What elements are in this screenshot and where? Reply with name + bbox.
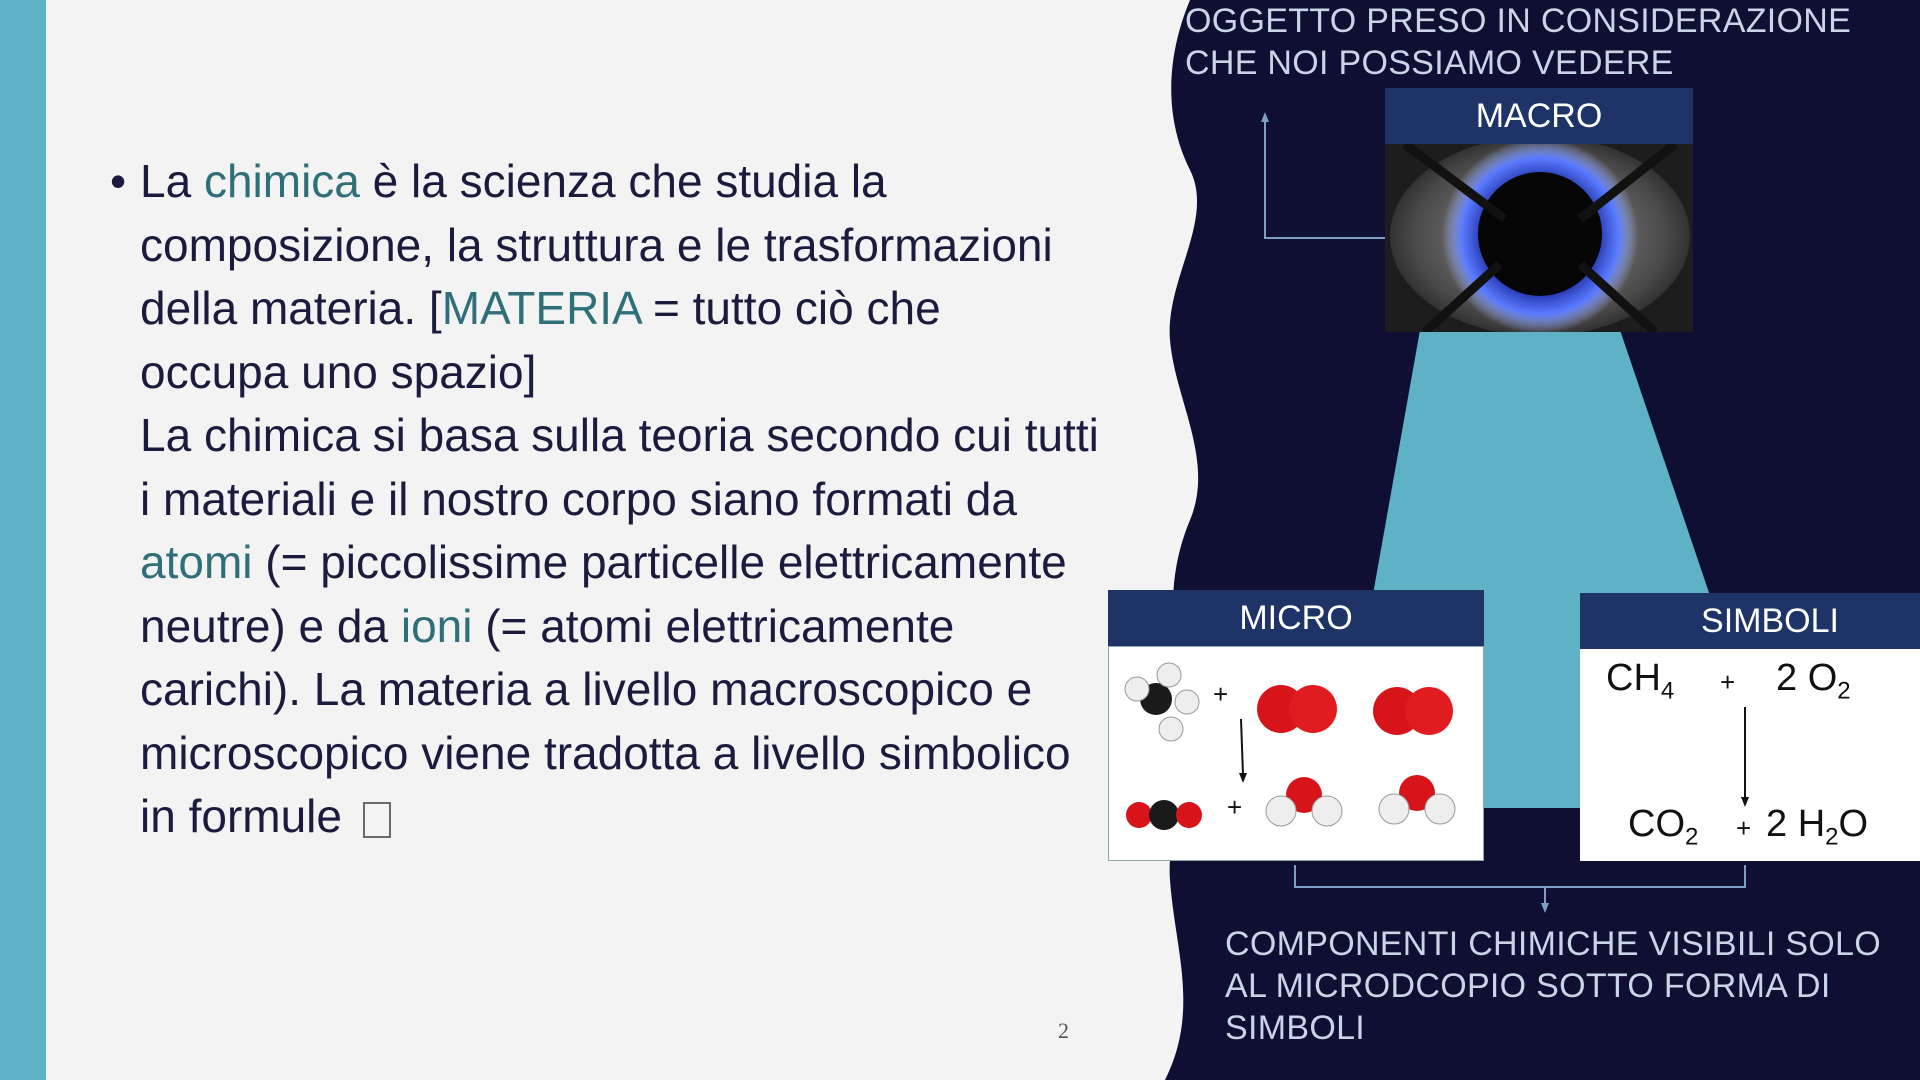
formula-text: 2 O — [1776, 657, 1838, 699]
formula-subscript: 4 — [1660, 677, 1675, 705]
caption-line: SIMBOLI — [1225, 1009, 1366, 1047]
highlight-materia: MATERIA — [441, 282, 641, 334]
highlight-chimica: chimica — [203, 155, 360, 207]
caption-line: AL MICRODCOPIO SOTTO FORMA DI — [1225, 967, 1831, 1005]
paragraph-atomic-theory — [140, 404, 1100, 849]
text-run: La chimica si basa sulla teoria secondo cui tutti i materiali e il nostro corpo siano formati da — [140, 409, 1099, 525]
formula-subscript: 2 — [1837, 677, 1851, 705]
caption-line: CHE NOI POSSIAMO VEDERE — [1185, 44, 1674, 82]
bullet-marker: • — [110, 155, 127, 207]
formula-water — [1766, 803, 1868, 852]
page-number: 2 — [1058, 1018, 1069, 1043]
simboli-header: SIMBOLI — [1580, 593, 1920, 649]
text-run: = tutto ciò che occupa uno spazio] — [140, 282, 941, 398]
formula-text: O — [1838, 803, 1869, 845]
formula-methane — [1606, 657, 1674, 706]
micro-header: MICRO — [1108, 590, 1484, 646]
caption-line: OGGETTO PRESO IN CONSIDERAZIONE — [1185, 2, 1852, 40]
formula-text: 2 H — [1766, 803, 1826, 845]
plus-sign: + — [1227, 792, 1243, 822]
plus-sign: + — [1736, 813, 1752, 843]
paragraph-definition — [140, 150, 1100, 404]
missing-glyph-box — [363, 802, 391, 838]
formula-text: CO — [1628, 803, 1685, 845]
micro-molecules-panel — [1108, 646, 1484, 861]
highlight-ioni: ioni — [400, 599, 473, 652]
formula-oxygen — [1776, 657, 1851, 706]
top-caption — [1185, 0, 1851, 84]
text-run: (= atomi elettricamente carichi). La materia a livello macroscopico e microscopico viene tradotta a livello simbolico in formule — [140, 599, 1071, 842]
bottom-caption — [1225, 923, 1881, 1049]
text-run: La — [140, 155, 204, 207]
slide-body-text — [110, 150, 1100, 849]
formula-carbon-dioxide — [1628, 803, 1698, 852]
text-run: (= piccolissime particelle elettricamente neutre) e da — [140, 536, 1067, 652]
plus-sign: + — [1213, 679, 1229, 709]
formula-subscript: 2 — [1825, 823, 1839, 851]
text-run: è la scienza che studia la composizione, la struttura e le trasformazioni della materia. [ — [140, 155, 1053, 334]
formula-text: CH — [1606, 657, 1661, 699]
macro-header: MACRO — [1385, 88, 1693, 144]
molecule-illustration — [1109, 647, 1485, 862]
gas-burner-image — [1385, 144, 1693, 332]
caption-line: COMPONENTI CHIMICHE VISIBILI SOLO — [1225, 925, 1881, 963]
simboli-formula-panel — [1580, 649, 1920, 861]
plus-sign: + — [1720, 667, 1736, 697]
formula-subscript: 2 — [1685, 823, 1699, 851]
highlight-atomi: atomi — [140, 536, 253, 588]
